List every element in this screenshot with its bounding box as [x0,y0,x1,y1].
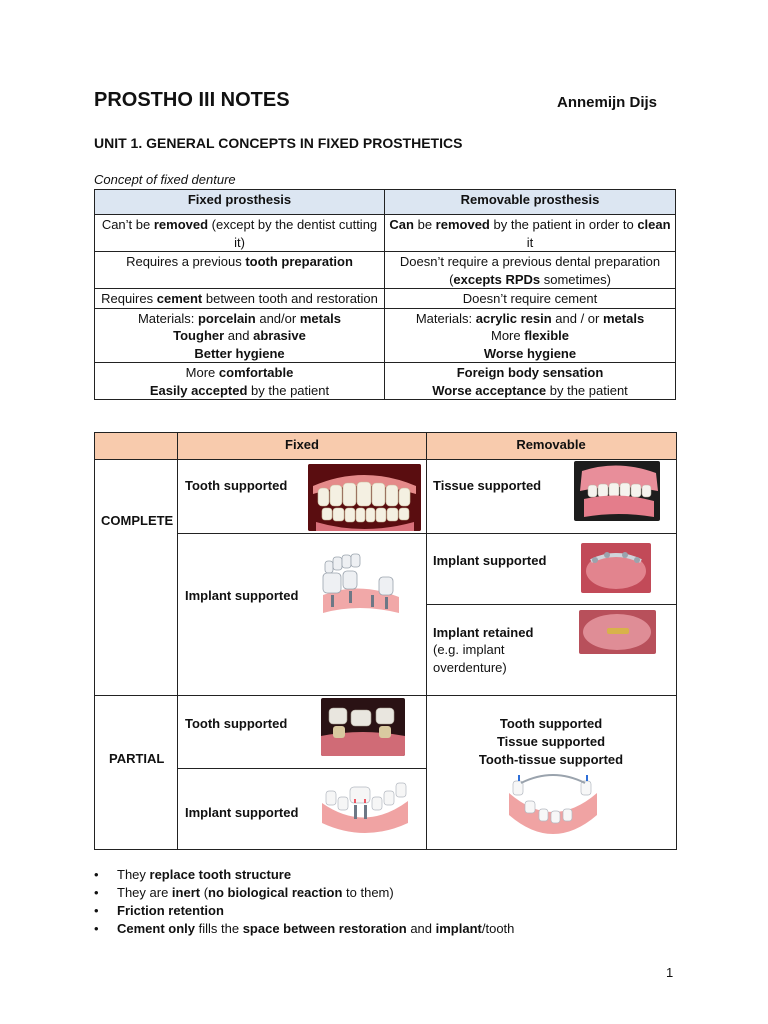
unit-heading: UNIT 1. GENERAL CONCEPTS IN FIXED PROSTHETICS [94,135,463,151]
table-row [95,363,676,400]
complete-rem-implant-supported-label: Implant supported [433,553,547,568]
complete-rem-tissue-label: Tissue supported [433,478,542,493]
complete-fixed-implant-label: Implant supported [185,588,299,603]
author-name: Annemijn Dijs [557,94,658,111]
classification-table [94,432,677,850]
table-header-row [95,190,676,215]
teeth-photo [308,464,421,531]
header-fixed: Fixed [285,437,319,452]
implant-bar-photo [581,543,651,593]
complete-rem-implant-retained-label: Implant retained [433,625,534,640]
table-caption: Concept of fixed denture [94,172,236,187]
bridge-photo [321,698,405,756]
table-row [95,215,676,252]
table-row [95,289,676,309]
partial-rem-tooth-tissue-label: Tooth-tissue supported [478,752,624,767]
row-label-partial: PARTIAL [109,751,165,766]
header-fixed: Fixed prosthesis [95,190,385,215]
header-removable: Removable [516,437,586,452]
partial-fixed-implant-label: Implant supported [185,805,299,820]
implant-bridge-illustration [319,551,401,619]
table-cell: Can be removed by the patient in order to clean it [385,215,676,252]
partial-rem-tooth-label: Tooth supported [499,716,603,731]
table-row [95,308,676,363]
complete-fixed-tooth-label: Tooth supported [185,478,288,493]
table-cell: Doesn’t require a previous dental preparation (excepts RPDs sometimes) [385,252,676,289]
table-cell: Doesn’t require cement [385,289,676,309]
comparison-table [94,189,676,400]
table-cell: Materials: porcelain and/or metals Tougher and abrasive Better hygiene [95,308,385,363]
list-item: • They are inert (no biological reaction to them) [94,884,514,902]
row-label-complete: COMPLETE [101,513,174,528]
removable-partial-denture-illustration [505,771,601,843]
table-cell: Can’t be removed (except by the dentist cutting it) [95,215,385,252]
header-removable: Removable prosthesis [385,190,676,215]
page-number: 1 [666,965,674,980]
partial-fixed-tooth-label: Tooth supported [185,716,288,731]
table-cell: Foreign body sensation Worse acceptance by the patient [385,363,676,400]
complete-denture-photo [574,461,660,521]
list-item: • Cement only fills the space between restoration and implant/tooth [94,920,514,938]
table-cell: Requires a previous tooth preparation [95,252,385,289]
document-title: PROSTHO III NOTES [94,89,290,111]
implant-retained-note-line1: (e.g. implant [433,642,505,657]
overdenture-photo [579,610,656,654]
implant-partial-illustration [320,773,410,837]
implant-retained-note-line2: overdenture) [433,660,507,675]
key-points-list [94,866,514,938]
list-item: • Friction retention [94,902,514,920]
list-item: • They replace tooth structure [94,866,514,884]
table-cell: Requires cement between tooth and restoration [95,289,385,309]
table-cell: More comfortable Easily accepted by the patient [95,363,385,400]
table-cell: Materials: acrylic resin and / or metals More flexible Worse hygiene [385,308,676,363]
partial-rem-tissue-label: Tissue supported [496,734,606,749]
table-row [95,252,676,289]
